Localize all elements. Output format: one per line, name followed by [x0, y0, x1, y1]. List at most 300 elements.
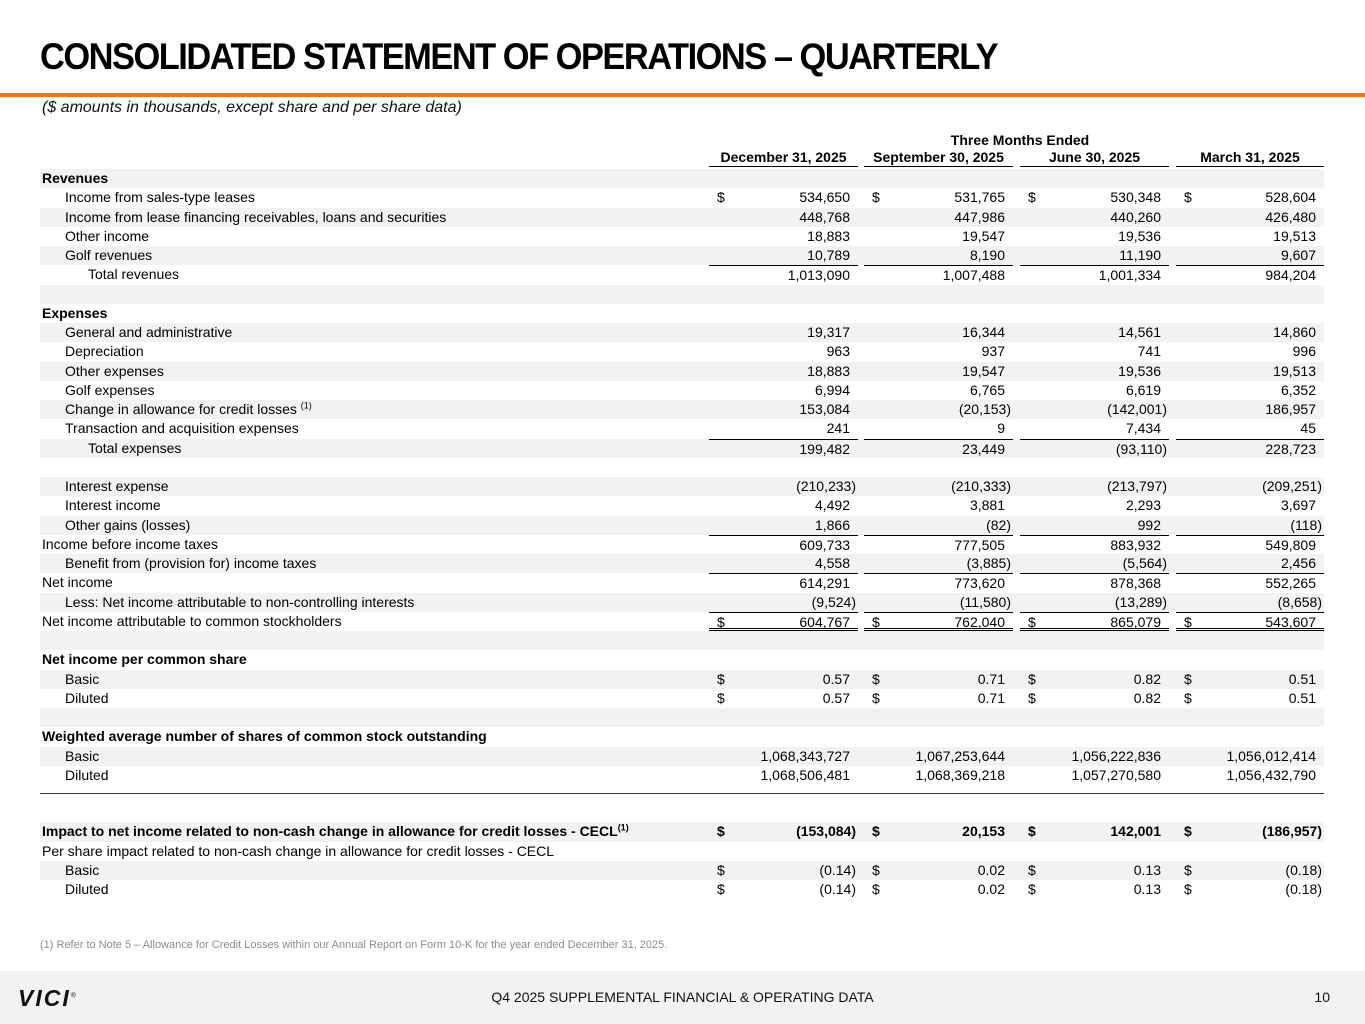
cell-value: (3,885) — [966, 555, 1011, 571]
value-cell — [1020, 612, 1169, 631]
value-cell — [1176, 362, 1324, 381]
table-row — [40, 188, 1324, 207]
cell-value: 14,860 — [1273, 324, 1316, 340]
cell-value: 1,056,222,836 — [1071, 747, 1161, 764]
row-label-text: Golf revenues — [65, 247, 153, 263]
table-row — [40, 612, 1324, 631]
value-cell — [1176, 265, 1324, 284]
value-cell — [1176, 304, 1324, 323]
value-cell — [864, 727, 1013, 746]
table-row — [40, 265, 1324, 284]
value-cell — [864, 419, 1013, 438]
value-cell — [709, 822, 858, 841]
currency-symbol: $ — [717, 613, 725, 630]
value-cell — [1176, 535, 1324, 554]
cell-value: 777,505 — [954, 536, 1005, 553]
currency-symbol: $ — [872, 613, 880, 630]
footnote: (1) Refer to Note 5 – Allowance for Credit Losses within our Annual Report on Form 10-K for the year ended December 31, 2025. — [40, 939, 668, 951]
currency-symbol: $ — [1184, 689, 1192, 706]
value-cell — [864, 304, 1013, 323]
value-cell — [1020, 593, 1169, 612]
cell-value: 0.02 — [977, 881, 1005, 897]
value-cell — [1176, 747, 1324, 766]
value-cell — [864, 535, 1013, 554]
value-cell — [1176, 670, 1324, 689]
row-label — [65, 400, 312, 419]
cell-value: 1,057,270,580 — [1071, 766, 1161, 783]
section-divider — [40, 785, 1324, 803]
value-cell — [1020, 246, 1169, 265]
value-cell — [709, 670, 858, 689]
table-row — [40, 727, 1324, 746]
value-cell — [864, 766, 1013, 785]
cell-value: 1,007,488 — [942, 267, 1005, 284]
value-cell — [1176, 861, 1324, 880]
cell-value: 534,650 — [799, 189, 850, 206]
value-cell — [1176, 439, 1324, 458]
currency-symbol: $ — [1028, 823, 1036, 840]
row-label-text: Other income — [65, 227, 150, 244]
cell-value: (142,001) — [1107, 401, 1167, 417]
value-cell — [709, 188, 858, 207]
value-cell — [1020, 477, 1169, 496]
cell-value: (8,658) — [1277, 593, 1322, 610]
cell-value: (210,333) — [951, 478, 1011, 494]
row-label-text: Net income — [42, 574, 113, 591]
value-cell — [709, 362, 858, 381]
value-cell — [864, 188, 1013, 207]
currency-symbol: $ — [1028, 670, 1036, 687]
cell-value: 937 — [981, 343, 1005, 360]
spacer-row — [40, 458, 1324, 477]
cell-value: 8,190 — [969, 247, 1005, 263]
value-cell — [864, 265, 1013, 284]
row-label — [65, 766, 109, 785]
value-cell — [1176, 227, 1324, 246]
row-label-text: Benefit from (provision for) income taxes — [65, 555, 317, 571]
cell-value: 142,001 — [1110, 823, 1161, 840]
row-label — [88, 439, 181, 458]
cell-value: 19,317 — [807, 324, 850, 340]
cell-value: 549,809 — [1265, 536, 1316, 553]
cell-value: (13,289) — [1114, 593, 1167, 610]
currency-symbol: $ — [1028, 613, 1036, 630]
row-label-text: Golf expenses — [65, 381, 155, 398]
cell-value: 199,482 — [799, 440, 850, 457]
table-row — [40, 766, 1324, 785]
currency-symbol: $ — [1184, 823, 1192, 840]
value-cell — [709, 227, 858, 246]
row-label-text: Basic — [65, 670, 100, 687]
row-label-text: Expenses — [42, 304, 108, 321]
row-label-text: Transaction and acquisition expenses — [65, 420, 299, 437]
value-cell — [1176, 727, 1324, 746]
cell-value: 996 — [1292, 343, 1316, 360]
value-cell — [1020, 400, 1169, 419]
cell-value: 45 — [1300, 420, 1316, 437]
value-cell — [864, 822, 1013, 841]
value-cell — [1020, 227, 1169, 246]
cell-value: 9 — [997, 420, 1005, 437]
row-label — [65, 477, 169, 496]
value-cell — [1176, 188, 1324, 207]
row-label — [42, 727, 487, 746]
cell-value: 4,492 — [814, 497, 850, 514]
footnote-marker: (1) — [617, 822, 629, 833]
table-row — [40, 208, 1324, 227]
cell-value: (210,233) — [796, 478, 856, 494]
currency-symbol: $ — [872, 670, 880, 687]
cell-value: 4,558 — [814, 555, 850, 571]
cell-value: 531,765 — [954, 189, 1005, 206]
column-header-row — [40, 148, 1324, 169]
value-cell — [1176, 573, 1324, 592]
cell-value: (0.18) — [1285, 881, 1322, 897]
cell-value: 762,040 — [954, 613, 1005, 630]
value-cell — [709, 304, 858, 323]
row-label — [65, 880, 109, 899]
value-cell — [709, 747, 858, 766]
cell-value: 10,789 — [807, 247, 850, 263]
value-cell — [1176, 381, 1324, 400]
value-cell — [709, 477, 858, 496]
cell-value: 1,013,090 — [787, 267, 850, 284]
cell-value: 0.02 — [977, 861, 1005, 878]
value-cell — [1176, 208, 1324, 227]
value-cell — [709, 861, 858, 880]
table-row — [40, 554, 1324, 573]
row-label-text: Net income per common share — [42, 651, 247, 668]
table-row — [40, 381, 1324, 400]
column-header: March 31, 2025 — [1176, 148, 1324, 167]
cell-value: 0.13 — [1133, 861, 1161, 878]
value-cell — [1176, 554, 1324, 573]
value-cell — [864, 842, 1013, 861]
row-label — [65, 362, 164, 381]
value-cell — [1020, 880, 1169, 899]
value-cell — [864, 880, 1013, 899]
statement-table — [40, 130, 1324, 899]
row-label-text: Less: Net income attributable to non-controlling interests — [65, 593, 415, 610]
table-row — [40, 593, 1324, 612]
currency-symbol: $ — [1184, 881, 1192, 897]
value-cell — [709, 554, 858, 573]
spacer-row — [40, 708, 1324, 727]
cell-value: 1,001,334 — [1098, 267, 1161, 284]
value-cell — [864, 323, 1013, 342]
row-label-text: Impact to net income related to non-cash change in allowance for credit losses - CECL — [42, 823, 618, 840]
currency-symbol: $ — [1028, 189, 1036, 206]
value-cell — [864, 477, 1013, 496]
cell-value: 0.71 — [977, 689, 1005, 706]
value-cell — [864, 496, 1013, 515]
footnote-marker: (1) — [300, 400, 312, 411]
cell-value: 865,079 — [1110, 613, 1161, 630]
value-cell — [709, 246, 858, 265]
value-cell — [864, 747, 1013, 766]
currency-symbol: $ — [872, 189, 880, 206]
row-label-text: Interest expense — [65, 478, 169, 494]
table-row — [40, 516, 1324, 535]
table-row — [40, 419, 1324, 438]
row-label-text: Diluted — [65, 881, 109, 897]
value-cell — [1176, 400, 1324, 419]
cell-value: 6,765 — [969, 381, 1005, 398]
statement-body — [40, 169, 1324, 785]
currency-symbol: $ — [1184, 613, 1192, 630]
row-label — [65, 188, 255, 207]
cell-value: 18,883 — [807, 362, 850, 379]
cell-value: 992 — [1137, 516, 1161, 533]
value-cell — [709, 323, 858, 342]
row-label-text: Total revenues — [88, 266, 180, 283]
cell-value: 2,456 — [1280, 555, 1316, 571]
row-label — [65, 554, 316, 573]
value-cell — [1020, 689, 1169, 708]
row-label — [65, 689, 109, 708]
value-cell — [1020, 766, 1169, 785]
row-label-text: Net income attributable to common stockholders — [42, 612, 342, 629]
table-row — [40, 477, 1324, 496]
cell-value: 0.13 — [1133, 881, 1161, 897]
value-cell — [1020, 323, 1169, 342]
value-cell — [1020, 535, 1169, 554]
cell-value: (9,524) — [811, 593, 856, 610]
row-label-text: Basic — [65, 747, 100, 764]
value-cell — [1020, 554, 1169, 573]
logo-mark: ® — [70, 992, 76, 1000]
currency-symbol: $ — [717, 881, 725, 897]
value-cell — [1176, 323, 1324, 342]
row-label — [65, 419, 299, 438]
cell-value: 0.51 — [1288, 689, 1316, 706]
currency-symbol: $ — [1028, 861, 1036, 878]
cell-value: (213,797) — [1107, 478, 1167, 494]
cell-value: 528,604 — [1265, 189, 1316, 206]
table-row — [40, 323, 1324, 342]
value-cell — [864, 439, 1013, 458]
cell-value: 1,068,369,218 — [915, 766, 1005, 783]
value-cell — [1176, 880, 1324, 899]
cell-value: 186,957 — [1265, 401, 1316, 417]
currency-symbol: $ — [717, 189, 725, 206]
header-group-label: Three Months Ended — [950, 132, 1090, 148]
row-label — [65, 516, 190, 535]
value-cell — [864, 689, 1013, 708]
value-cell — [709, 516, 858, 535]
table-row — [40, 689, 1324, 708]
row-label-text: Other gains (losses) — [65, 516, 191, 533]
value-cell — [1020, 439, 1169, 458]
value-cell — [864, 650, 1013, 669]
value-cell — [1020, 822, 1169, 841]
value-cell — [1020, 362, 1169, 381]
value-cell — [709, 650, 858, 669]
value-cell — [709, 208, 858, 227]
cell-value: (0.14) — [819, 861, 856, 878]
table-row — [40, 304, 1324, 323]
value-cell — [1020, 747, 1169, 766]
value-cell — [1176, 842, 1324, 861]
table-row — [40, 650, 1324, 669]
cell-value: 963 — [826, 343, 850, 360]
cell-value: (5,564) — [1122, 555, 1167, 571]
value-cell — [1020, 842, 1169, 861]
table-row — [40, 169, 1324, 188]
currency-symbol: $ — [872, 881, 880, 897]
row-label-text: Diluted — [65, 766, 109, 783]
cell-value: (186,957) — [1262, 823, 1322, 840]
value-cell — [864, 246, 1013, 265]
cell-value: 19,513 — [1273, 362, 1316, 379]
table-row — [40, 535, 1324, 554]
cell-value: 609,733 — [799, 536, 850, 553]
cell-value: (118) — [1290, 516, 1322, 533]
currency-symbol: $ — [717, 670, 725, 687]
row-label — [65, 342, 144, 361]
column-header: June 30, 2025 — [1020, 148, 1169, 167]
row-label-text: Income from sales-type leases — [65, 189, 255, 206]
table-row — [40, 342, 1324, 361]
currency-symbol: $ — [872, 861, 880, 878]
row-label-text: Other expenses — [65, 362, 164, 379]
column-header: September 30, 2025 — [864, 148, 1013, 167]
row-label — [65, 670, 99, 689]
value-cell — [864, 861, 1013, 880]
value-cell — [864, 400, 1013, 419]
currency-symbol: $ — [717, 689, 725, 706]
cell-value: 604,767 — [799, 613, 850, 630]
currency-symbol: $ — [872, 689, 880, 706]
cell-value: 0.57 — [822, 670, 850, 687]
footer-text: Q4 2025 SUPPLEMENTAL FINANCIAL & OPERATING DATA — [491, 989, 874, 1005]
page-footer — [0, 971, 1365, 1024]
cecl-section — [40, 822, 1324, 899]
table-row — [40, 227, 1324, 246]
row-label-text: Change in allowance for credit losses — [65, 401, 297, 417]
value-cell — [1176, 477, 1324, 496]
cell-value: 9,607 — [1280, 247, 1316, 263]
row-label — [65, 323, 232, 342]
row-label — [65, 496, 161, 515]
cell-value: 19,547 — [962, 362, 1005, 379]
cell-value: 153,084 — [799, 401, 850, 417]
value-cell — [864, 342, 1013, 361]
cell-value: 741 — [1137, 343, 1161, 360]
value-cell — [1176, 689, 1324, 708]
cell-value: (11,580) — [959, 593, 1011, 610]
value-cell — [709, 880, 858, 899]
value-cell — [1176, 593, 1324, 612]
value-cell — [864, 670, 1013, 689]
table-row — [40, 246, 1324, 265]
value-cell — [709, 842, 858, 861]
row-label-text: Depreciation — [65, 343, 144, 360]
value-cell — [709, 265, 858, 284]
row-label-text: Revenues — [42, 170, 109, 186]
value-cell — [1020, 188, 1169, 207]
value-cell — [709, 593, 858, 612]
cell-value: 448,768 — [799, 208, 850, 225]
column-header: December 31, 2025 — [709, 148, 858, 167]
currency-symbol: $ — [1028, 881, 1036, 897]
value-cell — [709, 342, 858, 361]
value-cell — [1020, 727, 1169, 746]
cell-value: 16,344 — [962, 324, 1005, 340]
row-label — [42, 535, 218, 554]
value-cell — [1020, 208, 1169, 227]
currency-symbol: $ — [717, 861, 725, 878]
cell-value: 440,260 — [1110, 208, 1161, 225]
cell-value: 14,561 — [1118, 324, 1161, 340]
cell-value: 23,449 — [962, 440, 1005, 457]
table-row — [40, 670, 1324, 689]
logo-text: VICI — [18, 985, 71, 1011]
row-label — [65, 747, 99, 766]
row-label-text: Diluted — [65, 689, 109, 706]
cell-value: 543,607 — [1265, 613, 1316, 630]
value-cell — [1020, 419, 1169, 438]
value-cell — [1176, 766, 1324, 785]
value-cell — [1176, 246, 1324, 265]
value-cell — [1020, 342, 1169, 361]
currency-symbol: $ — [1184, 670, 1192, 687]
cell-value: 1,866 — [814, 516, 850, 533]
cell-value: (93,110) — [1115, 440, 1167, 457]
table-row — [40, 496, 1324, 515]
table-row — [40, 747, 1324, 766]
cell-value: (0.14) — [819, 881, 856, 897]
table-row — [40, 362, 1324, 381]
table-row — [40, 842, 1324, 861]
table-row — [40, 400, 1324, 419]
cell-value: 0.82 — [1133, 689, 1161, 706]
cell-value: 530,348 — [1110, 189, 1161, 206]
row-label-text: Weighted average number of shares of common stock outstanding — [42, 728, 487, 745]
value-cell — [709, 727, 858, 746]
row-label-text: General and administrative — [65, 324, 233, 340]
row-label-text: Total expenses — [88, 439, 182, 456]
value-cell — [1020, 496, 1169, 515]
value-cell — [1020, 304, 1169, 323]
cell-value: 18,883 — [807, 227, 850, 244]
cell-value: 7,434 — [1125, 420, 1161, 437]
value-cell — [1176, 516, 1324, 535]
value-cell — [1020, 861, 1169, 880]
row-label — [42, 650, 247, 669]
row-label — [65, 861, 99, 880]
value-cell — [709, 573, 858, 592]
cell-value: (20,153) — [958, 401, 1011, 417]
value-cell — [864, 169, 1013, 188]
page-number: 10 — [1314, 989, 1330, 1005]
row-label-text: Basic — [65, 861, 100, 878]
value-cell — [864, 381, 1013, 400]
cell-value: 0.82 — [1133, 670, 1161, 687]
currency-symbol: $ — [872, 823, 880, 840]
value-cell — [864, 554, 1013, 573]
header-group-row — [40, 130, 1324, 148]
cell-value: 2,293 — [1125, 497, 1161, 514]
value-cell — [1020, 650, 1169, 669]
cell-value: 1,068,343,727 — [760, 747, 850, 764]
cell-value: 0.57 — [822, 689, 850, 706]
row-label — [42, 573, 113, 592]
cell-value: 6,619 — [1125, 381, 1161, 398]
table-row — [40, 880, 1324, 899]
page-title: CONSOLIDATED STATEMENT OF OPERATIONS – QUARTERLY — [40, 36, 998, 77]
cell-value: 447,986 — [954, 208, 1005, 225]
